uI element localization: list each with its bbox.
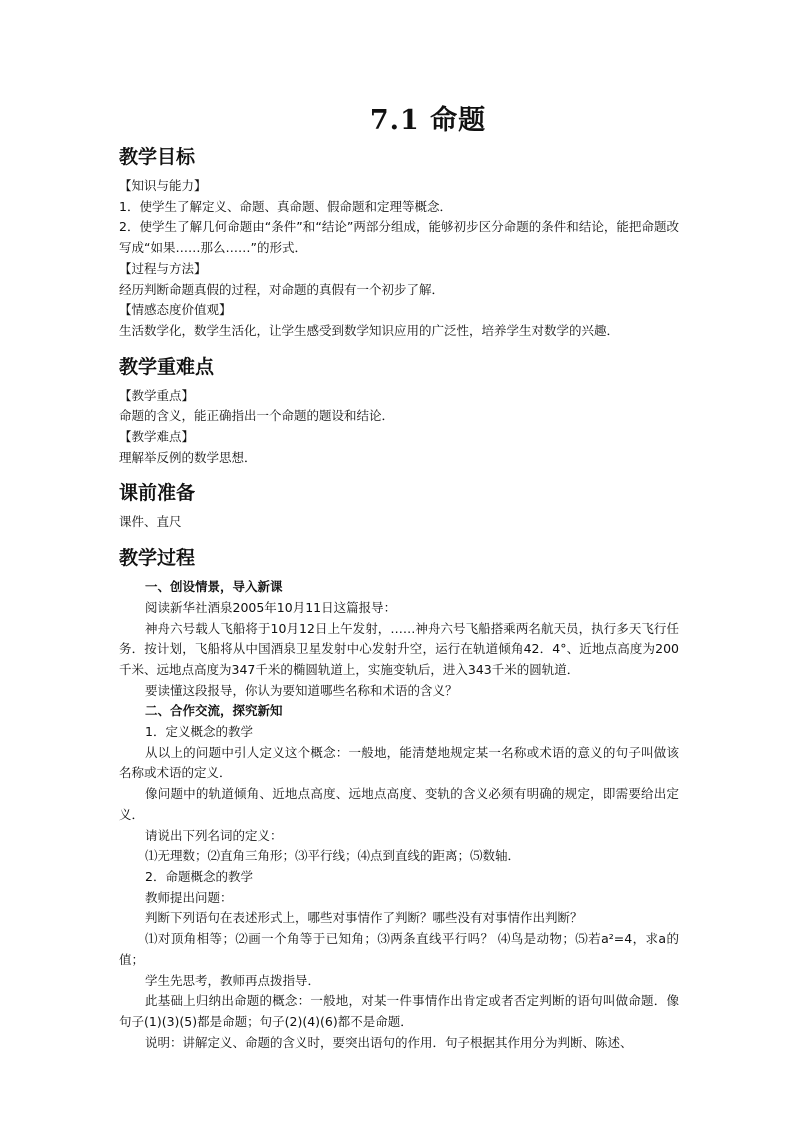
paragraph: 像问题中的轨道倾角、近地点高度、远地点高度、变轨的含义必须有明确的规定，即需要给出定义． xyxy=(119,786,679,822)
paragraph: 神舟六号载人飞船将于10月12日上午发射，……神舟六号飞船搭乘两名航天员，执行多天飞行任务．按计划，飞船将从中国酒泉卫星发射中心发射升空，运行在轨道倾角42．4°、近地点高度为200千米、远地点高度为347千米的椭圆轨道上，实施变轨后，进入343千米的圆轨道． xyxy=(119,620,679,677)
paragraph: 学生先思考，教师再点拨指导． xyxy=(145,972,321,988)
paragraph: ⑴无理数；⑵直角三角形；⑶平行线；⑷点到直线的距离；⑸数轴． xyxy=(145,848,521,864)
paragraph: 2．命题概念的教学 xyxy=(145,868,253,884)
paragraph: 生活数学化，数学生活化，让学生感受到数学知识应用的广泛性，培养学生对数学的兴趣． xyxy=(119,322,620,338)
paragraph: 说明：讲解定义、命题的含义时，要突出语句的作用．句子根据其作用分为判断、陈述、 xyxy=(145,1034,633,1050)
paragraph: 【过程与方法】 xyxy=(119,260,207,276)
paragraph: 要读懂这段报导，你认为要知道哪些名称和术语的含义？ xyxy=(145,682,458,698)
paragraph: 理解举反例的数学思想． xyxy=(119,449,257,465)
paragraph: 阅读新华社酒泉2005年10月11日这篇报导： xyxy=(145,599,397,615)
paragraph: 命题的含义，能正确指出一个命题的题设和结论． xyxy=(119,408,395,424)
section-heading-key-points: 教学重难点 xyxy=(119,355,215,378)
document-body xyxy=(119,142,679,1053)
paragraph: 【情感态度价值观】 xyxy=(119,302,232,318)
subheading: 二、合作交流，探究新知 xyxy=(145,703,283,719)
paragraph: 【教学难点】 xyxy=(119,429,195,445)
subheading: 一、创设情景，导入新课 xyxy=(145,579,283,595)
section-heading-process: 教学过程 xyxy=(119,547,196,570)
paragraph: 【知识与能力】 xyxy=(119,178,207,193)
section-heading-objectives: 教学目标 xyxy=(119,146,196,168)
paragraph: 1．定义概念的教学 xyxy=(145,724,253,740)
paragraph: 1．使学生了解定义、命题、真命题、假命题和定理等概念． xyxy=(119,198,452,214)
page-title: 7.1 命题 xyxy=(369,105,487,136)
paragraph: 请说出下列名词的定义： xyxy=(145,827,283,843)
paragraph: ⑴对顶角相等；⑵画一个角等于已知角；⑶两条直线平行吗？ ⑷鸟是动物；⑸若a²=4，求a的值； xyxy=(119,931,679,967)
paragraph: 教师提出问题： xyxy=(145,889,233,905)
section-heading-preparation: 课前准备 xyxy=(119,482,196,505)
paragraph: 课件、直尺 xyxy=(119,514,182,530)
paragraph: 从以上的问题中引人定义这个概念：一般地，能清楚地规定某一名称或术语的意义的句子叫做该名称或术语的定义． xyxy=(119,744,679,781)
paragraph: 经历判断命题真假的过程，对命题的真假有一个初步了解． xyxy=(119,281,445,297)
paragraph: 2．使学生了解几何命题由“条件”和“结论”两部分组成，能够初步区分命题的条件和结论，能把命题改写成“如果……那么……”的形式． xyxy=(119,219,679,256)
paragraph: 此基础上归纳出命题的概念：一般地，对某一件事情作出肯定或者否定判断的语句叫做命题．像句子(1)(3)(5)都是命题；句子(2)(4)(6)都不是命题． xyxy=(119,993,679,1029)
paragraph: 【教学重点】 xyxy=(119,387,195,403)
paragraph: 判断下列语句在表述形式上，哪些对事情作了判断？哪些没有对事情作出判断？ xyxy=(145,910,583,926)
